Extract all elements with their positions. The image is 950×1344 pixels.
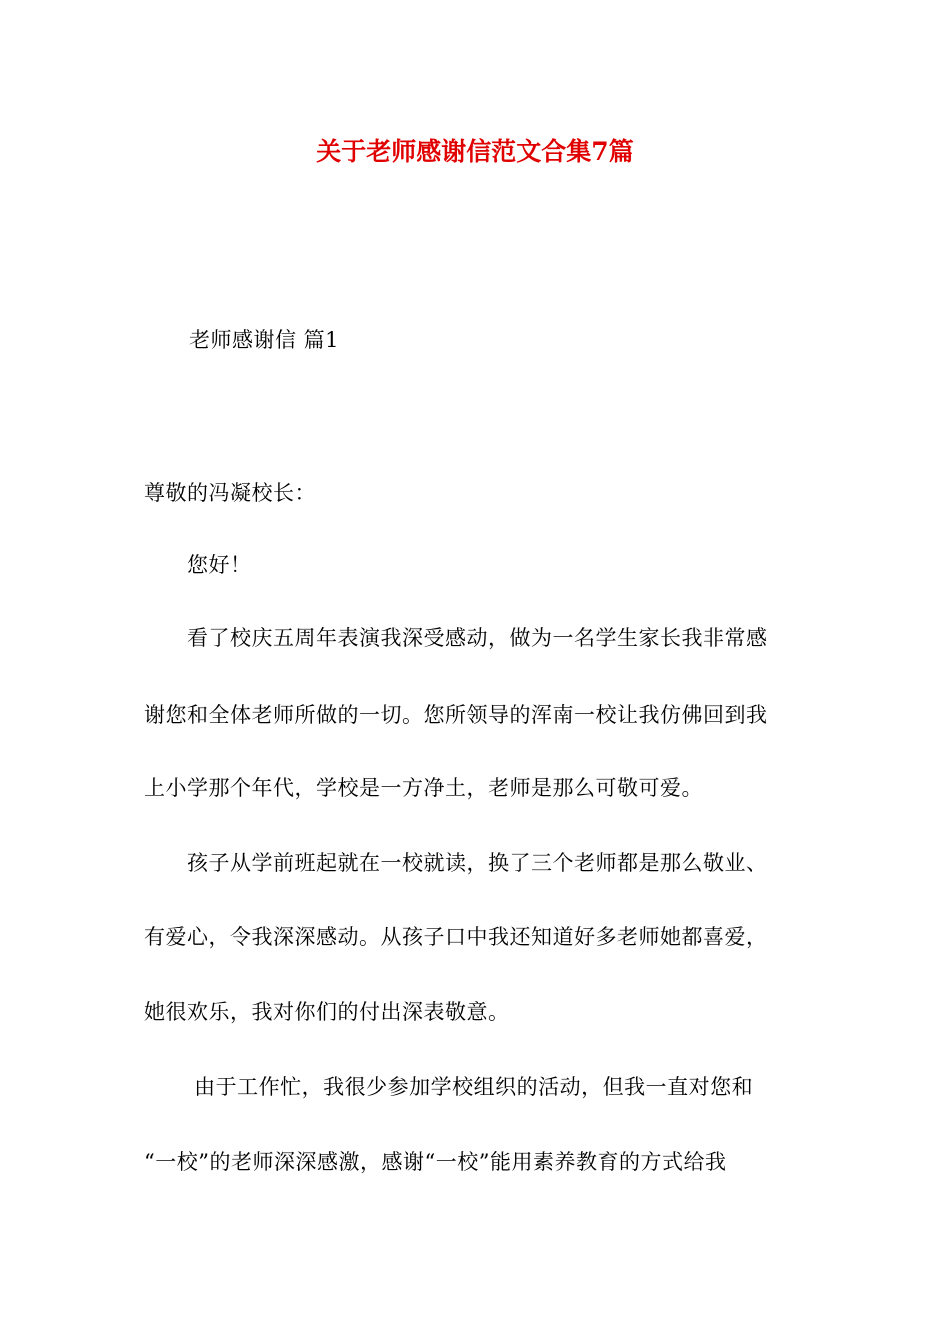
section-heading: 老师感谢信 篇1 (189, 328, 340, 352)
paragraph-line: 看了校庆五周年表演我深受感动，做为一名学生家长我非常感 (144, 626, 768, 650)
paragraph-line: 有爱心，令我深深感动。从孩子口中我还知道好多老师她都喜爱， (144, 925, 768, 949)
paragraph-line: “一校”的老师深深感激，感谢“一校”能用素养教育的方式给我 (144, 1150, 727, 1174)
paragraph-line: 上小学那个年代，学校是一方净土，老师是那么可敬可爱。 (144, 776, 703, 800)
paragraph-line: 孩子从学前班起就在一校就读，换了三个老师都是那么敬业、 (144, 851, 768, 875)
document-title: 关于老师感谢信范文合集7篇 (316, 137, 634, 166)
paragraph-line: 谢您和全体老师所做的一切。您所领导的浑南一校让我仿佛回到我 (144, 703, 768, 727)
paragraph-line: 您好！ (144, 553, 252, 577)
paragraph-line: 她很欢乐，我对你们的付出深表敬意。 (144, 1000, 510, 1024)
salutation: 尊敬的冯凝校长： (144, 481, 316, 505)
paragraph-line: 由于工作忙，我很少参加学校组织的活动，但我一直对您和 (144, 1075, 754, 1099)
